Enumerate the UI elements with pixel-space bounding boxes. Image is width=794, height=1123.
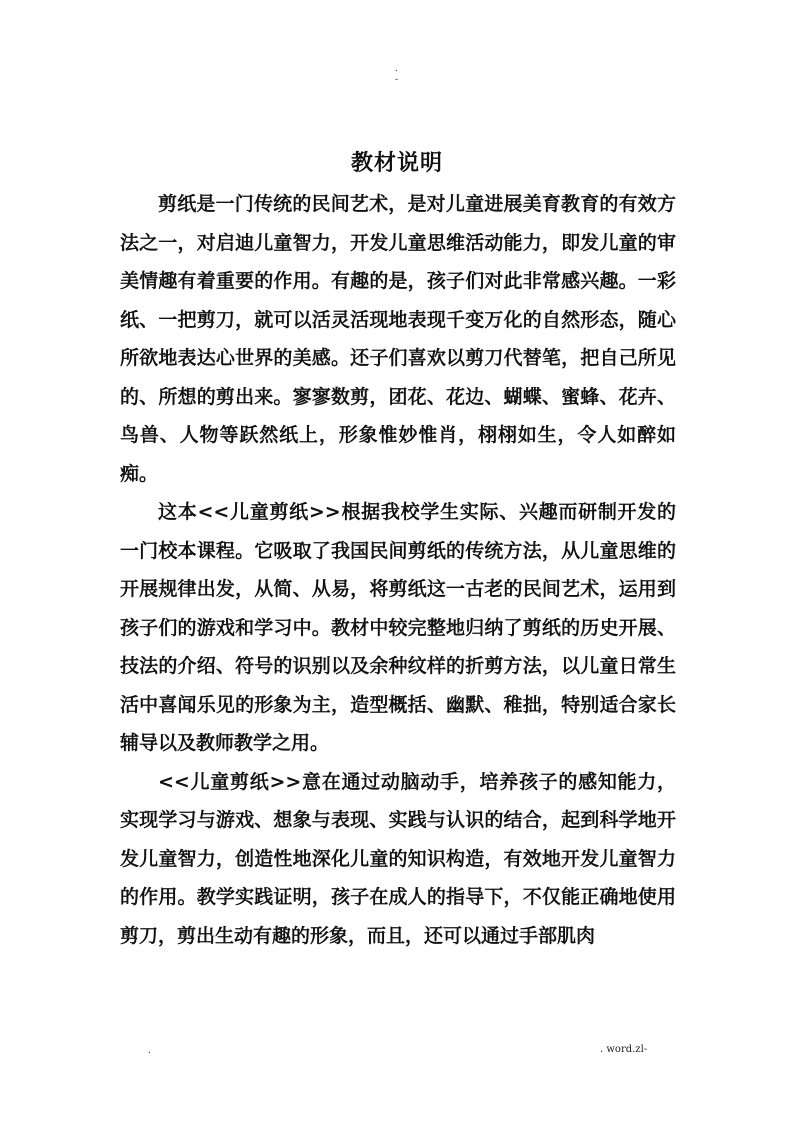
header-dot: . (395, 64, 398, 74)
header-mark (395, 64, 398, 86)
document-title: 教材说明 (350, 151, 443, 176)
document-body (120, 185, 676, 955)
paragraph-2: 这本<<儿童剪纸>>根据我校学生实际、兴趣而研制开发的一门校本课程。它吸取了我国民间剪纸的传统方法，从儿童思维的开展规律出发，从简、从易，将剪纸这一古老的民间艺术，运用到孩子们的游戏和学习中。教材中较完整地归纳了剪纸的历史开展、技法的介绍、符号的识别以及余种纹样的折剪方法，以儿童日常生活中喜闻乐见的形象为主，造型概括、幽默、稚拙，特别适合家长辅导以及教师教学之用。 (120, 501, 676, 754)
footer-watermark-text: . word.zl- (600, 1044, 648, 1055)
footer-left-mark: . (148, 1046, 151, 1056)
paragraph-3: <<儿童剪纸>>意在通过动脑动手，培养孩子的感知能力，实现学习与游戏、想象与表现、实践与认识的结合，起到科学地开发儿童智力，创造性地深化儿童的知识构造，有效地开发儿童智力的作用。教学实践证明，孩子在成人的指导下，不仅能正确地使用剪刀，剪出生动有趣的形象，而且，还可以通过手部肌肉 (120, 770, 676, 947)
header-dash: - (395, 75, 399, 85)
paragraph-1: 剪纸是一门传统的民间艺术，是对儿童进展美育教育的有效方法之一，对启迪儿童智力，开发儿童思维活动能力，即发儿童的审美情趣有着重要的作用。有趣的是，孩子们对此非常感兴趣。一彩纸、一把剪刀，就可以活灵活现地表现千变万化的自然形态，随心所欲地表达心世界的美感。还子们喜欢以剪刀代替笔，把自己所见的、所想的剪出来。寥寥数剪，团花、花边、蝴蝶、蜜蜂、花卉、鸟兽、人物等跃然纸上，形象惟妙惟肖，栩栩如生，令人如醉如痴。 (120, 193, 676, 485)
